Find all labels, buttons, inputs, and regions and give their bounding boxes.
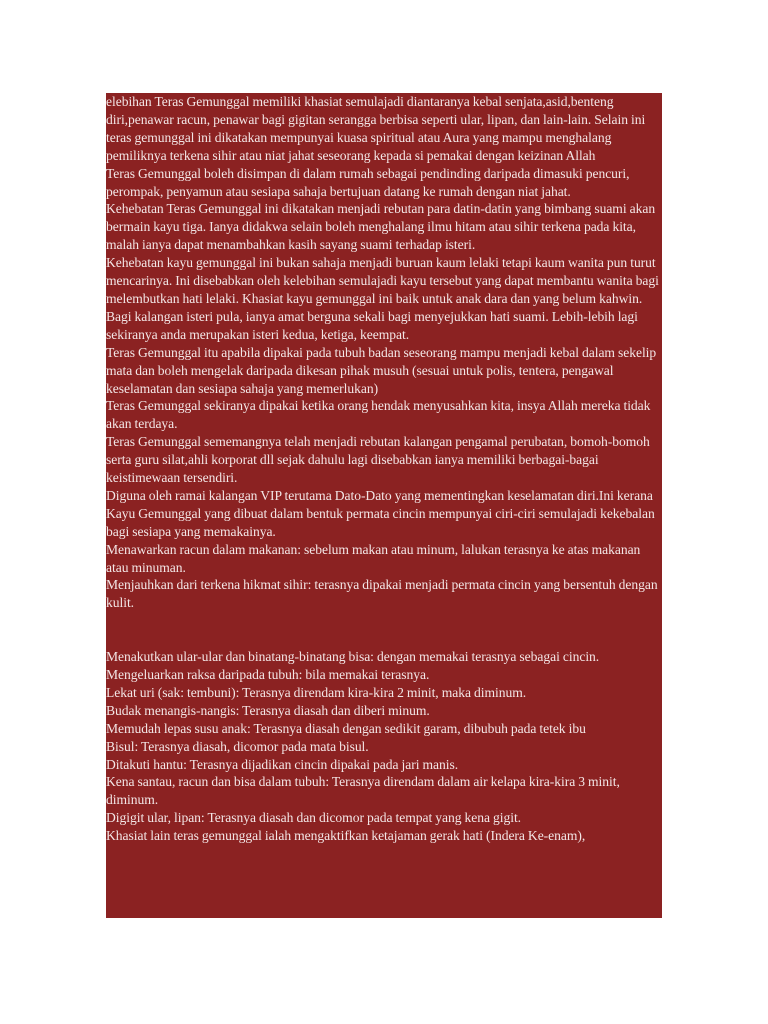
paragraph-practitioners: Teras Gemunggal sememangnya telah menjadi rebutan kalangan pengamal perubatan, bomoh-bomoh serta guru silat,ahli korporat dll sejak dahulu lagi disebabkan ianya memiliki berbagai-bagai keistimewaan tersendiri. [106, 434, 650, 486]
list-item: Mengeluarkan raksa daripada tubuh: bila memakai terasnya. [106, 666, 430, 682]
paragraph-poison: Menawarkan racun dalam makanan: sebelum makan atau minum, lalukan terasnya ke atas makanan atau minuman. [106, 541, 641, 575]
list-item: Lekat uri (sak: tembuni): Terasnya direndam kira-kira 2 minit, maka diminum. [106, 684, 527, 700]
list-item: Ditakuti hantu: Terasnya dijadikan cincin dipakai pada jari manis. [106, 756, 459, 772]
list-item: Menakutkan ular-ular dan binatang-binatang bisa: dengan memakai terasnya sebagai cincin. [106, 649, 600, 665]
paragraph-wives: Bagi kalangan isteri pula, ianya amat berguna sekali bagi menyejukkan hati suami. Lebih-lebih lagi sekiranya anda merupakan isteri kedua, ketiga, keempat. [106, 308, 638, 342]
paragraph-vip: Diguna oleh ramai kalangan VIP terutama Dato-Dato yang mementingkan keselamatan diri.Ini kerana Kayu Gemunggal yang dibuat dalam bentuk permata cincin mempunyai ciri-ciri semulajadi kekebalan bagi sesiapa yang memakainya. [106, 487, 655, 539]
paragraph-datin: Kehebatan Teras Gemunggal ini dikatakan menjadi rebutan para datin-datin yang bimbang suami akan bermain kayu tiga. Ianya didakwa selain boleh menghalang ilmu hitam atau sihir terkena pada kita, malah ianya dapat menambahkan kasih sayang suami terhadap isteri. [106, 201, 656, 253]
list-item: Budak menangis-nangis: Terasnya diasah dan diberi minum. [106, 702, 430, 718]
paragraph-protection: Teras Gemunggal sekiranya dipakai ketika orang hendak menyusahkan kita, insya Allah mereka tidak akan terdaya. [106, 398, 651, 432]
paragraph-sorcery: Menjauhkan dari terkena hikmat sihir: terasnya dipakai menjadi permata cincin yang bersentuh dengan kulit. [106, 577, 658, 611]
paragraph-home-protection: Teras Gemunggal boleh disimpan di dalam rumah sebagai pendinding daripada dimasuki pencuri, perompak, penyamun atau sesiapa sahaja bertujuan datang ke rumah dengan niat jahat. [106, 165, 630, 199]
paragraph-women: Kehebatan kayu gemunggal ini bukan sahaja menjadi buruan kaum lelaki tetapi kaum wanita pun turut mencarinya. Ini disebabkan oleh kelebihan semulajadi kayu tersebut yang dapat membantu wanita bagi melembutkan hati lelaki. Khasiat kayu gemunggal ini baik untuk anak dara dan yang belum kahwin. [106, 255, 659, 306]
list-item: Digigit ular, lipan: Terasnya diasah dan dicomor pada tempat yang kena gigit. [106, 810, 522, 826]
list-item: Memudah lepas susu anak: Terasnya diasah dengan sedikit garam, dibubuh pada tetek ibu [106, 720, 586, 736]
paragraph-invulnerability: Teras Gemunggal itu apabila dipakai pada tubuh badan seseorang mampu menjadi kebal dalam sekelip mata dan boleh mengelak daripada dikesan pihak musuh (sesuai untuk polis, tentera, pengawal keselamatan dan sesiapa sahaja yang memerlukan) [106, 344, 657, 396]
document-text-block [106, 93, 662, 918]
paragraph-intro: elebihan Teras Gemunggal memiliki khasiat semulajadi diantaranya kebal senjata,asid,benteng diri,penawar racun, penawar bagi gigitan serangga berbisa seperti ular, lipan, dan lain-lain. Selain ini teras gemunggal ini dikatakan mempunyai kuasa spiritual atau Aura yang mampu menghalang pemiliknya terkena sihir atau niat jahat seseorang kepada si pemakai dengan keizinan Allah [106, 94, 646, 163]
list-item: Khasiat lain teras gemunggal ialah mengaktifkan ketajaman gerak hati (Indera Ke-enam), [106, 828, 586, 844]
blank-gap [106, 612, 662, 648]
document-body [106, 93, 662, 845]
list-item: Kena santau, racun dan bisa dalam tubuh: Terasnya direndam dalam air kelapa kira-kira 3 minit, diminum. [106, 774, 620, 808]
list-item: Bisul: Terasnya diasah, dicomor pada mata bisul. [106, 738, 369, 754]
